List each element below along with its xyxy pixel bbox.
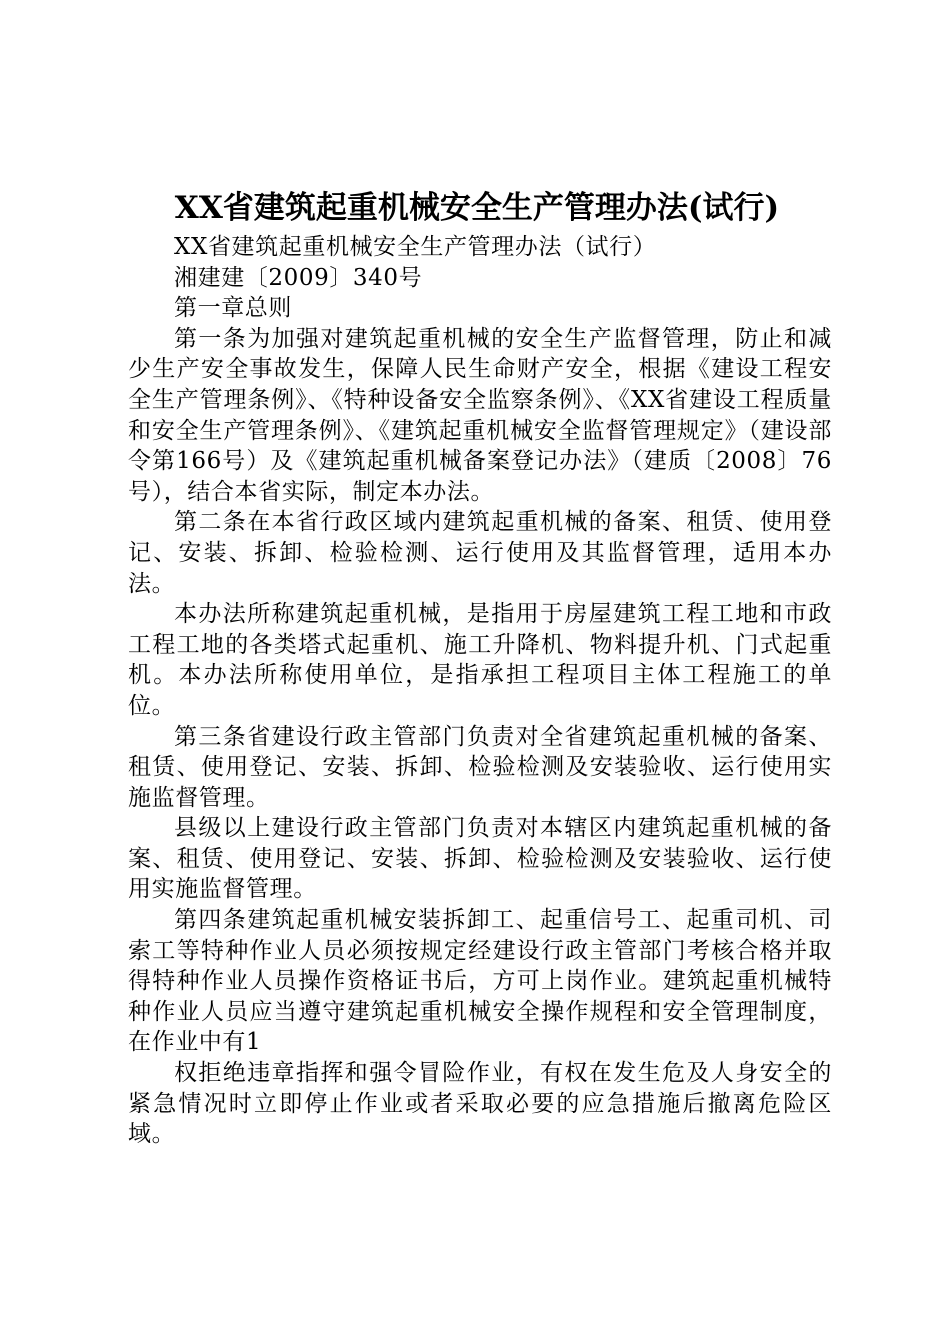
paragraph-article-2: 第二条在本省行政区域内建筑起重机械的备案、租赁、使用登记、安装、拆卸、检验检测、运行使用及其监督管理，适用本办法。 <box>128 509 832 597</box>
paragraph-article-1: 第一条为加强对建筑起重机械的安全生产监督管理，防止和减少生产安全事故发生，保障人民生命财产安全，根据《建设工程安全生产管理条例》、《特种设备安全监察条例》、《XX省建设工程质量和安全生产管理条例》、《建筑起重机械安全监督管理规定》（建设部令第166号）及《建筑起重机械备案登记办法》（建质〔2008〕76号），结合本省实际，制定本办法。 <box>128 325 832 505</box>
paragraph-article-4: 第四条建筑起重机械安装拆卸工、起重信号工、起重司机、司索工等特种作业人员必须按规定经建设行政主管部门考核合格并取得特种作业人员操作资格证书后，方可上岗作业。建筑起重机械特种作业人员应当遵守建筑起重机械安全操作规程和安全管理制度，在作业中有1 <box>128 907 832 1056</box>
document-page <box>128 186 832 1150</box>
paragraph-subtitle: XX省建筑起重机械安全生产管理办法（试行） <box>174 234 657 260</box>
paragraph-article-3: 第三条省建设行政主管部门负责对全省建筑起重机械的备案、租赁、使用登记、安装、拆卸、检验检测及安装验收、运行使用实施监督管理。 <box>128 723 832 811</box>
document-title: XX省建筑起重机械安全生产管理办法(试行) <box>174 190 780 226</box>
paragraph-continuation: 权拒绝违章指挥和强令冒险作业，有权在发生危及人身安全的紧急情况时立即停止作业或者采取必要的应急措施后撤离危险区域。 <box>128 1060 832 1148</box>
paragraph-definition: 本办法所称建筑起重机械，是指用于房屋建筑工程工地和市政工程工地的各类塔式起重机、施工升降机、物料提升机、门式起重机。本办法所称使用单位，是指承担工程项目主体工程施工的单位。 <box>128 601 832 719</box>
paragraph-document-number: 湘建建〔2009〕340号 <box>174 264 423 291</box>
paragraph-chapter-heading: 第一章总则 <box>174 295 292 322</box>
paragraph-county-level: 县级以上建设行政主管部门负责对本辖区内建筑起重机械的备案、租赁、使用登记、安装、拆卸、检验检测及安装验收、运行使用实施监督管理。 <box>128 815 832 903</box>
